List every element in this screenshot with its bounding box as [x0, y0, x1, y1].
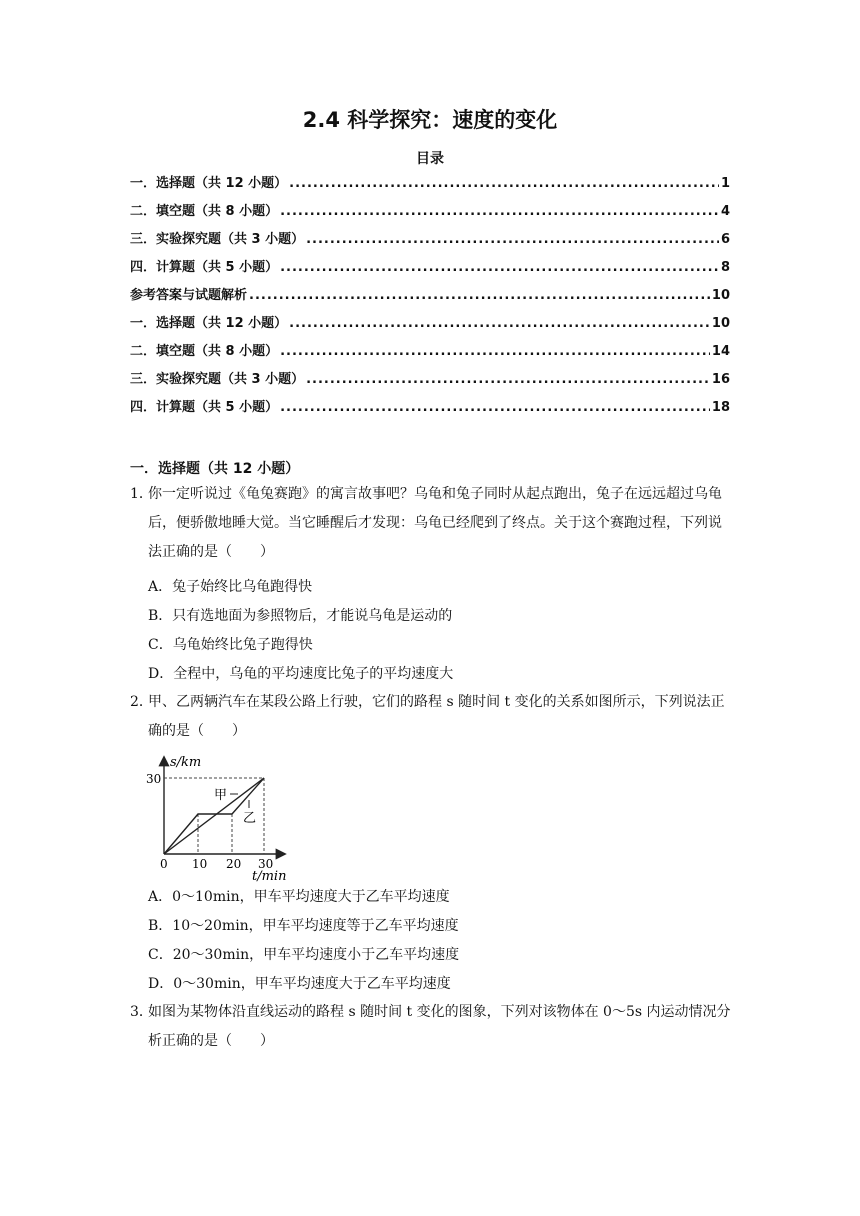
toc-entry-page: 4 — [720, 204, 730, 219]
option-c: C．20～30min，甲车平均速度小于乙车平均速度 — [148, 947, 460, 963]
toc-entry-page: 16 — [711, 372, 730, 387]
toc-entry-label: 一．选择题（共 12 小题） — [130, 316, 288, 331]
toc-entry-page: 14 — [711, 344, 730, 359]
series-label-yi: 乙 — [243, 811, 257, 826]
toc-entry-page: 18 — [711, 400, 730, 415]
toc-entry[interactable] — [130, 368, 730, 396]
option-a: A．0～10min，甲车平均速度大于乙车平均速度 — [148, 889, 450, 905]
toc-entry-label: 三．实验探究题（共 3 小题） — [130, 372, 305, 387]
toc-entry[interactable] — [130, 256, 730, 284]
series-label-jia: 甲 — [214, 788, 228, 803]
question-number: 2． — [130, 694, 153, 710]
toc-entry-label: 一．选择题（共 12 小题） — [130, 176, 288, 191]
option-d: D．0～30min，甲车平均速度大于乙车平均速度 — [148, 976, 451, 992]
x-tick-label: 20 — [226, 857, 242, 871]
y-axis-label: s/km — [170, 755, 202, 770]
toc-entry[interactable] — [130, 172, 730, 200]
y-tick-label: 30 — [146, 772, 162, 786]
toc-entry-page: 6 — [720, 232, 730, 247]
x-tick-label: 10 — [192, 857, 208, 871]
x-tick-label: 30 — [258, 857, 274, 871]
toc-entry[interactable] — [130, 200, 730, 228]
toc-entry-label: 二．填空题（共 8 小题） — [130, 204, 279, 219]
toc-entry-label: 三．实验探究题（共 3 小题） — [130, 232, 305, 247]
toc-entry-label: 参考答案与试题解析 — [130, 288, 248, 303]
table-of-contents — [130, 172, 730, 424]
toc-entry-label: 四．计算题（共 5 小题） — [130, 260, 279, 275]
toc-entry-page: 8 — [720, 260, 730, 275]
toc-entry[interactable] — [130, 228, 730, 256]
option-b: B．10～20min，甲车平均速度等于乙车平均速度 — [148, 918, 459, 934]
question-2 — [130, 688, 732, 746]
question-number: 3． — [130, 1004, 153, 1020]
section-heading: 一．选择题（共 12 小题） — [130, 461, 300, 477]
toc-entry-page: 10 — [711, 288, 730, 303]
question-3 — [130, 998, 732, 1056]
toc-entry[interactable] — [130, 396, 730, 424]
toc-entry-label: 二．填空题（共 8 小题） — [130, 344, 279, 359]
option-d: D．全程中，乌龟的平均速度比兔子的平均速度大 — [148, 666, 454, 682]
option-b: B．只有选地面为参照物后，才能说乌龟是运动的 — [148, 608, 453, 624]
toc-entry-page: 1 — [720, 176, 730, 191]
document-title: 2.4 科学探究：速度的变化 — [302, 108, 558, 132]
x-axis-label: t/min — [252, 869, 287, 882]
question-text: 如图为某物体沿直线运动的路程 s 随时间 t 变化的图象，下列对该物体在 0～5s 内运动情况分析正确的是（ ） — [148, 1004, 731, 1049]
distance-time-graph — [146, 752, 296, 882]
option-c: C．乌龟始终比兔子跑得快 — [148, 637, 313, 653]
question-text: 甲、乙两辆汽车在某段公路上行驶，它们的路程 s 随时间 t 变化的关系如图所示，下列说法正确的是（ ） — [148, 694, 725, 739]
question-number: 1． — [130, 486, 153, 502]
toc-entry[interactable] — [130, 312, 730, 340]
toc-entry[interactable] — [130, 284, 730, 312]
question-text: 你一定听说过《龟兔赛跑》的寓言故事吧？乌龟和兔子同时从起点跑出，兔子在远远超过乌龟后，便骄傲地睡大觉。当它睡醒后才发现：乌龟已经爬到了终点。关于这个赛跑过程，下列说法正确的是（ ） — [148, 486, 722, 560]
toc-heading: 目录 — [416, 151, 444, 167]
toc-entry[interactable] — [130, 340, 730, 368]
toc-entry-label: 四．计算题（共 5 小题） — [130, 400, 279, 415]
option-a: A．兔子始终比乌龟跑得快 — [148, 579, 313, 595]
toc-entry-page: 10 — [711, 316, 730, 331]
x-tick-label: 0 — [160, 857, 168, 871]
question-1 — [130, 480, 732, 567]
